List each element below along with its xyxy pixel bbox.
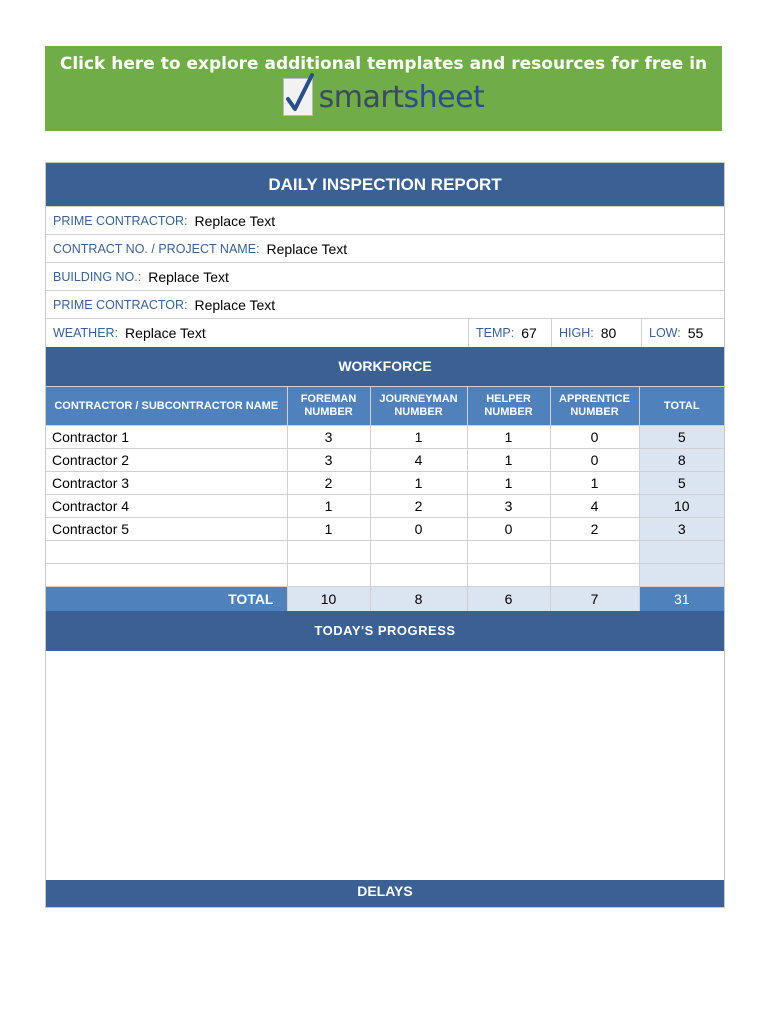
apprentice-cell[interactable]: 0 (550, 449, 639, 472)
row-total-cell: 8 (639, 449, 724, 472)
table-row (46, 541, 724, 564)
apprentice-cell[interactable]: 1 (550, 472, 639, 495)
high-label: HIGH: (559, 326, 594, 340)
col-header: JOURNEYMAN NUMBER (370, 387, 467, 426)
field-label: BUILDING NO.: (53, 269, 142, 284)
weather-label: WEATHER: (53, 326, 119, 340)
row-total-cell: 3 (639, 518, 724, 541)
field-value[interactable]: Replace Text (148, 268, 229, 285)
logo-word-prefix: smart (318, 79, 404, 115)
table-row (46, 564, 724, 587)
contractor-name-cell[interactable]: Contractor 5 (46, 518, 287, 541)
banner-text: Click here to explore additional templates and resources for free in (59, 54, 708, 74)
table-row (46, 495, 724, 518)
table-row (46, 472, 724, 495)
field-prime-contractor (46, 206, 724, 234)
journeyman-total: 8 (370, 587, 467, 612)
todays-progress-field[interactable] (46, 651, 724, 880)
col-header: CONTRACTOR / SUBCONTRACTOR NAME (46, 387, 287, 426)
totals-row (46, 587, 724, 612)
journeyman-cell[interactable] (370, 564, 467, 587)
temp-label: TEMP: (476, 326, 515, 340)
apprentice-cell[interactable] (550, 564, 639, 587)
apprentice-cell[interactable]: 0 (550, 426, 639, 449)
field-value[interactable]: Replace Text (266, 240, 348, 257)
field-label: CONTRACT NO. / PROJECT NAME: (53, 241, 260, 256)
field-label: PRIME CONTRACTOR: (53, 213, 188, 228)
field-value[interactable]: Replace Text (194, 212, 276, 229)
apprentice-cell[interactable]: 4 (550, 495, 639, 518)
field-value[interactable]: Replace Text (194, 296, 276, 313)
helper-cell[interactable] (467, 564, 550, 587)
contractor-name-cell[interactable]: Contractor 2 (46, 449, 287, 472)
helper-cell[interactable]: 1 (467, 426, 550, 449)
low-value[interactable]: 55 (687, 325, 704, 341)
contractor-name-cell[interactable]: Contractor 3 (46, 472, 287, 495)
report-title: DAILY INSPECTION REPORT (46, 163, 724, 206)
contractor-name-cell[interactable] (46, 541, 287, 564)
foreman-cell[interactable]: 3 (287, 426, 370, 449)
field-building-no (46, 262, 724, 290)
contractor-name-cell[interactable]: Contractor 1 (46, 426, 287, 449)
journeyman-cell[interactable]: 2 (370, 495, 467, 518)
table-row (46, 518, 724, 541)
row-total-cell: 5 (639, 426, 724, 449)
field-label: PRIME CONTRACTOR: (53, 297, 188, 312)
smartsheet-logo (45, 78, 722, 116)
journeyman-cell[interactable] (370, 541, 467, 564)
row-total-cell: 10 (639, 495, 724, 518)
template-banner-link[interactable] (45, 46, 722, 131)
workforce-table (46, 386, 724, 611)
high-cell (552, 319, 642, 347)
foreman-cell[interactable] (287, 541, 370, 564)
temp-cell (469, 319, 552, 347)
journeyman-cell[interactable]: 4 (370, 449, 467, 472)
table-row (46, 426, 724, 449)
col-header: HELPER NUMBER (467, 387, 550, 426)
foreman-cell[interactable]: 2 (287, 472, 370, 495)
grand-total: 31 (639, 587, 724, 612)
high-value[interactable]: 80 (600, 325, 617, 341)
foreman-cell[interactable] (287, 564, 370, 587)
apprentice-total: 7 (550, 587, 639, 612)
row-total-cell (639, 541, 724, 564)
workforce-header: WORKFORCE (46, 347, 724, 386)
apprentice-cell[interactable] (550, 541, 639, 564)
helper-cell[interactable]: 1 (467, 472, 550, 495)
weather-value[interactable]: Replace Text (125, 325, 206, 341)
helper-cell[interactable]: 3 (467, 495, 550, 518)
col-header: FOREMAN NUMBER (287, 387, 370, 426)
weather-row (46, 318, 724, 347)
row-total-cell (639, 564, 724, 587)
low-cell (642, 319, 724, 347)
workforce-header-row (46, 387, 724, 426)
col-header: TOTAL (639, 387, 724, 426)
contractor-name-cell[interactable] (46, 564, 287, 587)
daily-inspection-report (45, 162, 725, 908)
table-row (46, 449, 724, 472)
foreman-total: 10 (287, 587, 370, 612)
helper-cell[interactable]: 1 (467, 449, 550, 472)
delays-header: DELAYS (46, 880, 724, 907)
helper-cell[interactable] (467, 541, 550, 564)
foreman-cell[interactable]: 1 (287, 518, 370, 541)
apprentice-cell[interactable]: 2 (550, 518, 639, 541)
col-header: APPRENTICE NUMBER (550, 387, 639, 426)
totals-label: TOTAL (46, 587, 287, 612)
checkmark-icon (283, 78, 313, 116)
helper-cell[interactable]: 0 (467, 518, 550, 541)
journeyman-cell[interactable]: 0 (370, 518, 467, 541)
journeyman-cell[interactable]: 1 (370, 472, 467, 495)
temp-value[interactable]: 67 (521, 325, 537, 341)
field-contract-project (46, 234, 724, 262)
foreman-cell[interactable]: 1 (287, 495, 370, 518)
logo-word-suffix: sheet (403, 79, 485, 115)
row-total-cell: 5 (639, 472, 724, 495)
contractor-name-cell[interactable]: Contractor 4 (46, 495, 287, 518)
foreman-cell[interactable]: 3 (287, 449, 370, 472)
helper-total: 6 (467, 587, 550, 612)
low-label: LOW: (649, 326, 681, 340)
weather-cell (46, 319, 469, 347)
journeyman-cell[interactable]: 1 (370, 426, 467, 449)
field-prime-contractor-2 (46, 290, 724, 318)
todays-progress-header: TODAY'S PROGRESS (46, 611, 724, 651)
